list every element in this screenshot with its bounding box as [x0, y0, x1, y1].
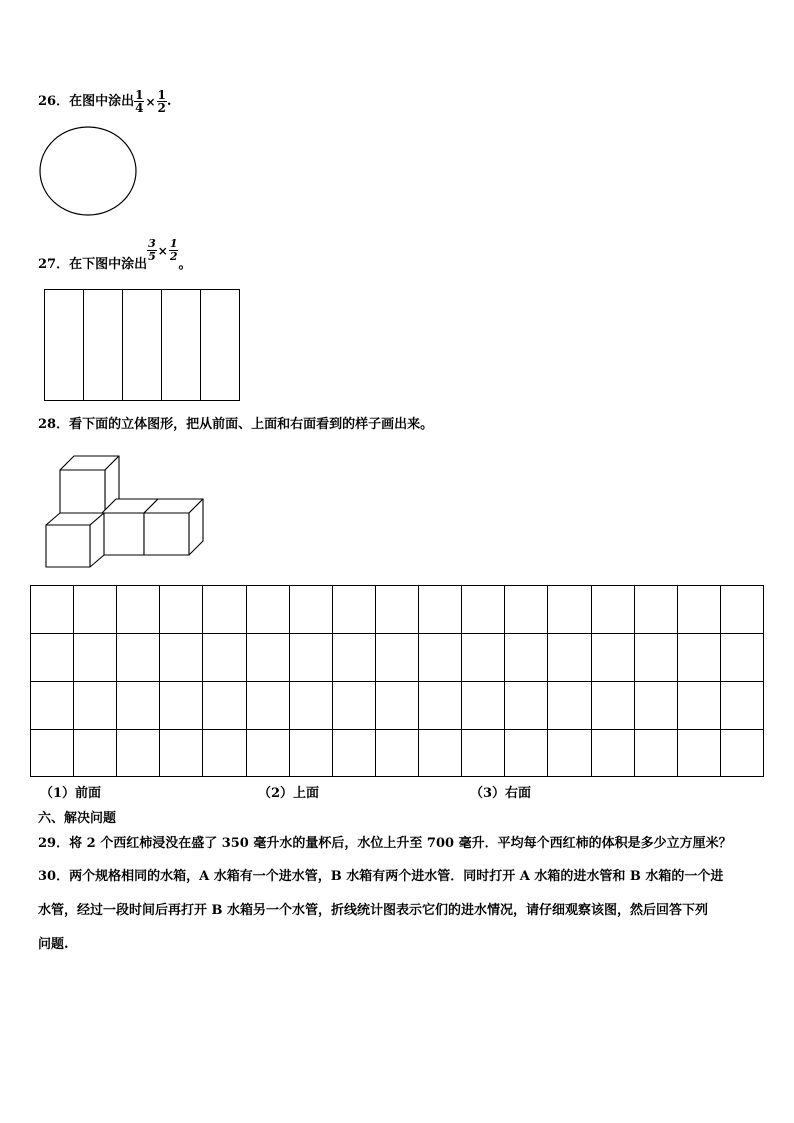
times-sign: × — [157, 243, 168, 258]
rectangle-5-strips — [44, 289, 242, 403]
question-text: 将 2 个西红柿浸没在盛了 350 毫升水的量杯后，水位上升至 700 毫升．平均每个西红柿的体积是多少立方厘米？ — [69, 836, 732, 851]
question-text: 看下面的立体图形，把从前面、上面和右面看到的样子画出来。 — [69, 417, 434, 432]
question-number: 29． — [38, 836, 70, 851]
question-28 — [38, 417, 433, 433]
drawing-grid[interactable] — [30, 585, 765, 779]
question-27: 27．在下图中涂出 $\frac{3}{5}$ × $\frac{1}{2}$ 。 — [38, 237, 192, 272]
question-text: 在图中涂出 — [69, 94, 135, 109]
fraction-2: $\frac{1}{2}$ — [157, 88, 166, 115]
circle-figure — [38, 126, 138, 220]
fraction-2: $\frac{1}{2}$ — [169, 237, 178, 263]
section-title: 六、解决问题 — [38, 811, 117, 826]
question-number: 27． — [38, 257, 70, 272]
question-text-line-1: 两个规格相同的水箱，A 水箱有一个进水管，B 水箱有两个进水管．同时打开 A 水箱的进水管和 B 水箱的一个进 — [69, 869, 724, 884]
cube-figure — [44, 455, 208, 571]
question-text: 在下图中涂出 — [69, 257, 148, 272]
question-number: 28． — [38, 417, 70, 432]
question-30 — [38, 860, 760, 962]
label-front-view: （1）前面 — [40, 786, 102, 801]
label-top-view: （2）上面 — [258, 786, 320, 801]
times-sign: × — [145, 94, 156, 109]
question-text-line-3: 问题. — [38, 937, 69, 952]
question-text-line-2: 水管，经过一段时间后再打开 B 水箱另一个水管，折线统计图表示它们的进水情况，请仔细观察该图，然后回答下列 — [38, 903, 709, 918]
question-number: 30． — [38, 869, 70, 884]
question-29 — [38, 836, 732, 852]
question-number: 26． — [38, 94, 70, 109]
fraction-1: $\frac{1}{4}$ — [135, 88, 144, 115]
fraction-1: $\frac{3}{5}$ — [148, 237, 156, 263]
label-right-view: （3）右面 — [470, 786, 532, 801]
question-26: 26．在图中涂出 $\frac{1}{4}$ × $\frac{1}{2}$ . — [38, 88, 172, 115]
